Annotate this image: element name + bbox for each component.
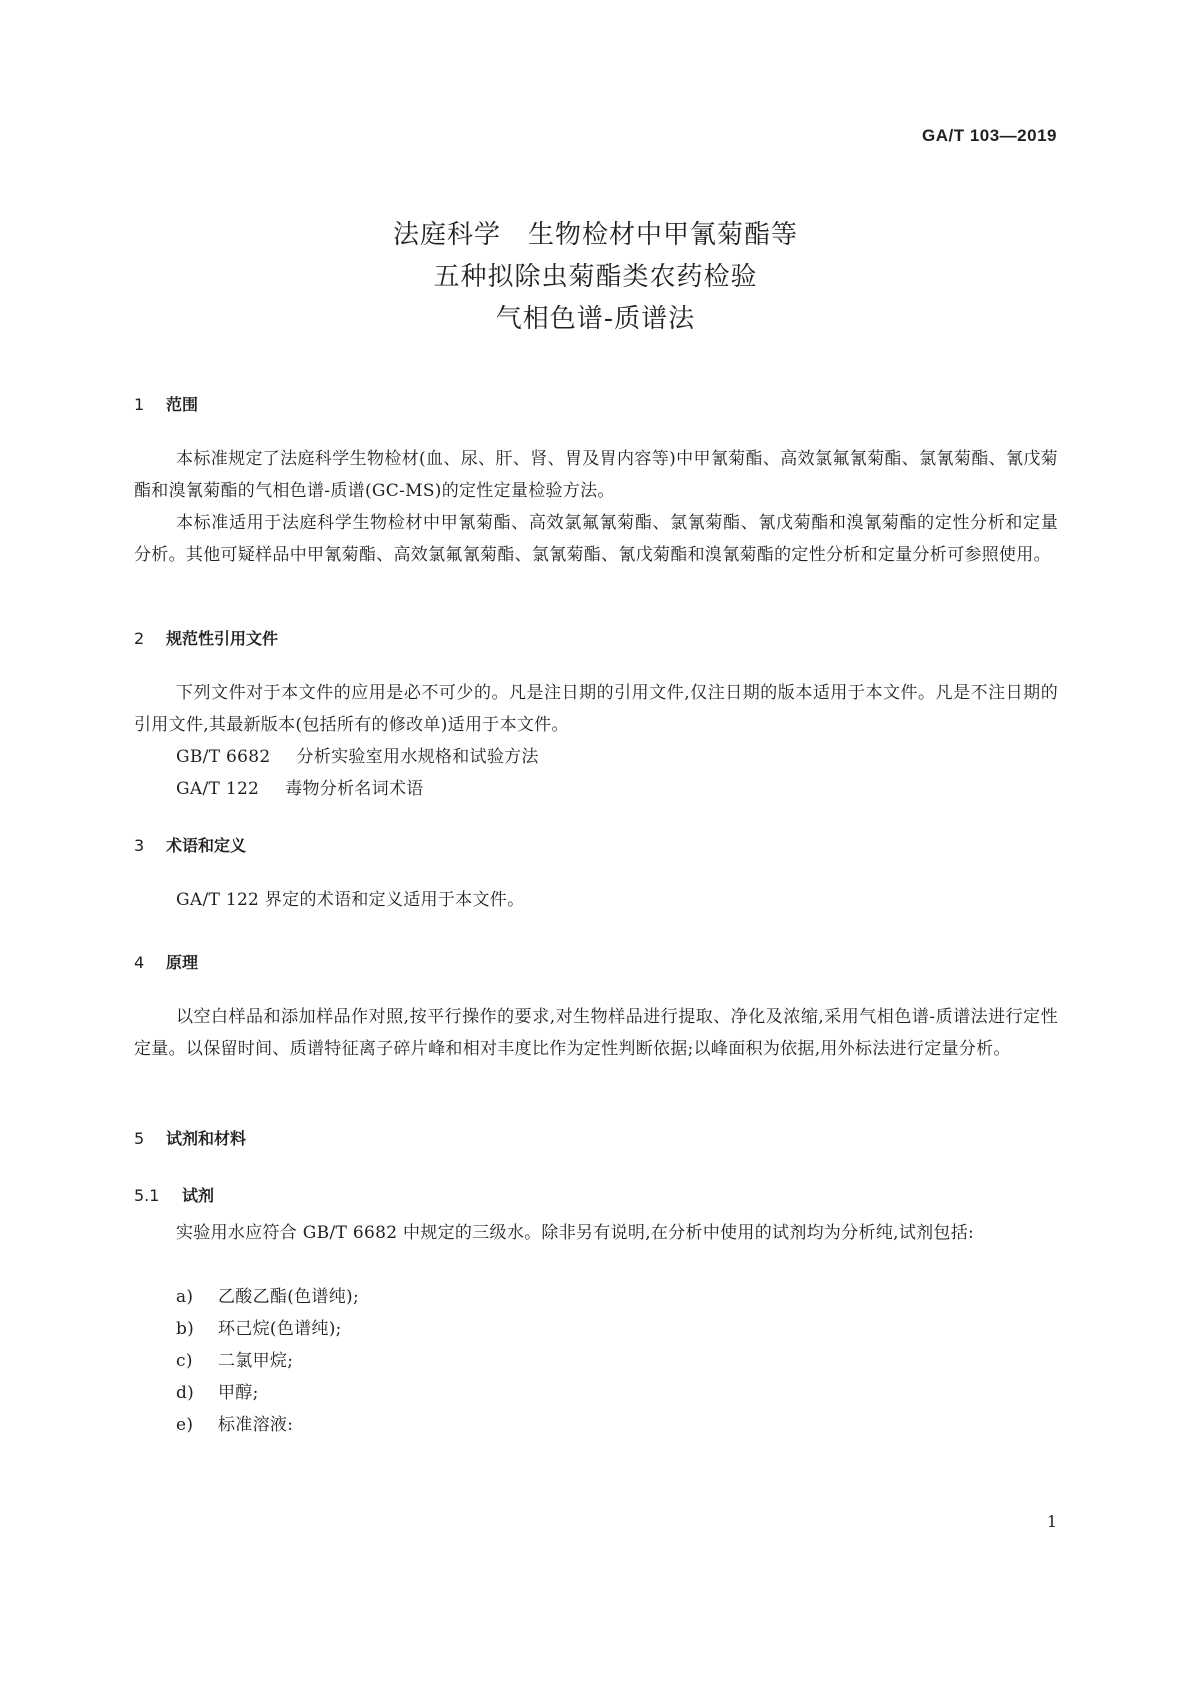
section-3-heading [134, 833, 246, 856]
title-line-1: 法庭科学 生物检材中甲氰菊酯等 [392, 220, 798, 250]
section-title: 试剂 [182, 1186, 215, 1205]
reference-1 [176, 741, 539, 773]
section-number: 5.1 [134, 1186, 160, 1205]
page-number: 1 [1046, 1512, 1057, 1531]
list-item-label: b) [176, 1319, 195, 1339]
list-item [176, 1409, 293, 1441]
section-5-1-heading [134, 1183, 214, 1206]
reference-title: 分析实验室用水规格和试验方法 [296, 747, 539, 767]
section-title: 试剂和材料 [166, 1129, 247, 1148]
reference-code: GB/T 6682 [176, 747, 271, 767]
section-5-heading [134, 1126, 246, 1149]
section-4-heading [134, 950, 198, 973]
section-title: 术语和定义 [166, 836, 247, 855]
list-item [176, 1313, 342, 1345]
section-title: 规范性引用文件 [166, 629, 279, 648]
section-3-paragraph-1: GA/T 122 界定的术语和定义适用于本文件。 [176, 890, 525, 910]
section-title: 原理 [166, 953, 199, 972]
section-number: 5 [134, 1129, 145, 1148]
title-line-3: 气相色谱-质谱法 [495, 304, 696, 334]
reference-2 [176, 773, 424, 805]
section-2-heading [134, 626, 278, 649]
list-item [176, 1281, 359, 1313]
section-1-heading [134, 392, 198, 415]
list-item-label: a) [176, 1287, 194, 1307]
list-item-label: c) [176, 1351, 193, 1371]
section-title: 范围 [166, 395, 199, 414]
section-number: 4 [134, 953, 145, 972]
section-2-paragraph-1: 下列文件对于本文件的应用是必不可少的。凡是注日期的引用文件,仅注日期的版本适用于本文件。凡是不注日期的引用文件,其最新版本(包括所有的修改单)适用于本文件。 [134, 683, 1058, 735]
section-number: 1 [134, 395, 145, 414]
list-item-label: e) [176, 1415, 194, 1435]
list-item-label: d) [176, 1383, 195, 1403]
title-line-2: 五种拟除虫菊酯类农药检验 [433, 262, 758, 292]
list-item-text: 环己烷(色谱纯); [218, 1319, 342, 1339]
reference-code: GA/T 122 [176, 779, 260, 799]
document-code: GA/T 103—2019 [921, 126, 1057, 145]
list-item-text: 甲醇; [218, 1383, 259, 1403]
section-number: 2 [134, 629, 145, 648]
list-item-text: 乙酸乙酯(色谱纯); [218, 1287, 359, 1307]
section-number: 3 [134, 836, 145, 855]
section-1-paragraph-1: 本标准规定了法庭科学生物检材(血、尿、肝、肾、胃及胃内容等)中甲氰菊酯、高效氯氟氰菊酯、氯氰菊酯、氰戊菊酯和溴氰菊酯的气相色谱-质谱(GC-MS)的定性定量检验方法。 [134, 449, 1058, 501]
list-item [176, 1377, 259, 1409]
list-item-text: 标准溶液: [218, 1415, 294, 1435]
section-5-1-paragraph-1: 实验用水应符合 GB/T 6682 中规定的三级水。除非另有说明,在分析中使用的试剂均为分析纯,试剂包括: [176, 1223, 975, 1243]
section-4-paragraph-1: 以空白样品和添加样品作对照,按平行操作的要求,对生物样品进行提取、净化及浓缩,采用气相色谱-质谱法进行定性定量。以保留时间、质谱特征离子碎片峰和相对丰度比作为定性判断依据;以峰面积为依据,用外标法进行定量分析。 [134, 1007, 1058, 1059]
list-item [176, 1345, 293, 1377]
section-1-paragraph-2: 本标准适用于法庭科学生物检材中甲氰菊酯、高效氯氟氰菊酯、氯氰菊酯、氰戊菊酯和溴氰菊酯的定性分析和定量分析。其他可疑样品中甲氰菊酯、高效氯氟氰菊酯、氯氰菊酯、氰戊菊酯和溴氰菊酯的定性分析和定量分析可参照使用。 [134, 513, 1058, 565]
reference-title: 毒物分析名词术语 [285, 779, 424, 799]
list-item-text: 二氯甲烷; [218, 1351, 294, 1371]
